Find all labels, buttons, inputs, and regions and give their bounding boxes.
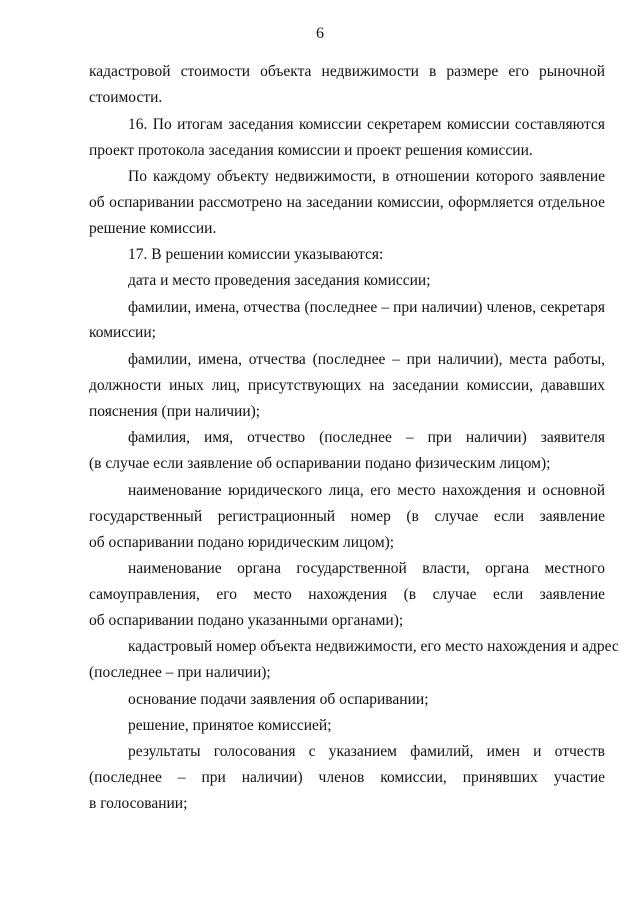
text-line: государственный регистрационный номер (в случае если заявление: [89, 508, 605, 525]
text-line: об оспаривании подано указанными органами);: [89, 612, 404, 629]
text-line: (последнее – при наличии) членов комиссии, принявших участие: [89, 769, 605, 786]
text-line: решение, принятое комиссией;: [128, 717, 332, 734]
text-line: проект протокола заседания комиссии и проект решения комиссии.: [89, 142, 533, 159]
text-line: 16. По итогам заседания комиссии секретарем комиссии составляются: [128, 116, 605, 133]
text-line: наименование юридического лица, его место нахождения и основной: [128, 482, 605, 499]
text-line: наименование органа государственной власти, органа местного: [128, 560, 605, 577]
text-line: фамилии, имена, отчества (последнее – при наличии) членов, секретаря: [128, 299, 605, 316]
text-line: результаты голосования с указанием фамилий, имен и отчеств: [128, 743, 605, 760]
text-line: комиссии;: [89, 324, 156, 341]
text-line: основание подачи заявления об оспаривании;: [128, 691, 429, 708]
text-line: (в случае если заявление об оспаривании подано физическим лицом);: [89, 455, 551, 472]
text-line: (последнее – при наличии);: [89, 664, 271, 681]
text-line: кадастровой стоимости объекта недвижимости в размере его рыночной: [89, 63, 605, 80]
text-line: стоимости.: [89, 89, 163, 106]
text-line: самоуправления, его место нахождения (в случае если заявление: [89, 586, 605, 603]
text-line: об оспаривании подано юридическим лицом);: [89, 534, 395, 551]
text-line: фамилии, имена, отчества (последнее – при наличии), места работы,: [128, 351, 605, 368]
text-line: 17. В решении комиссии указываются:: [128, 246, 384, 263]
text-line: кадастровый номер объекта недвижимости, его место нахождения и адрес: [128, 638, 619, 655]
text-line: решение комиссии.: [89, 220, 217, 237]
text-line: дата и место проведения заседания комиссии;: [128, 272, 431, 289]
text-line: должности иных лиц, присутствующих на заседании комиссии, дававших: [89, 377, 605, 394]
text-line: в голосовании;: [89, 795, 188, 812]
text-line: об оспаривании рассмотрено на заседании комиссии, оформляется отдельное: [89, 194, 605, 211]
page-number: 6: [316, 25, 324, 42]
text-line: пояснения (при наличии);: [89, 403, 261, 420]
text-line: По каждому объекту недвижимости, в отношении которого заявление: [128, 168, 605, 185]
text-line: фамилия, имя, отчество (последнее – при наличии) заявителя: [128, 429, 605, 446]
